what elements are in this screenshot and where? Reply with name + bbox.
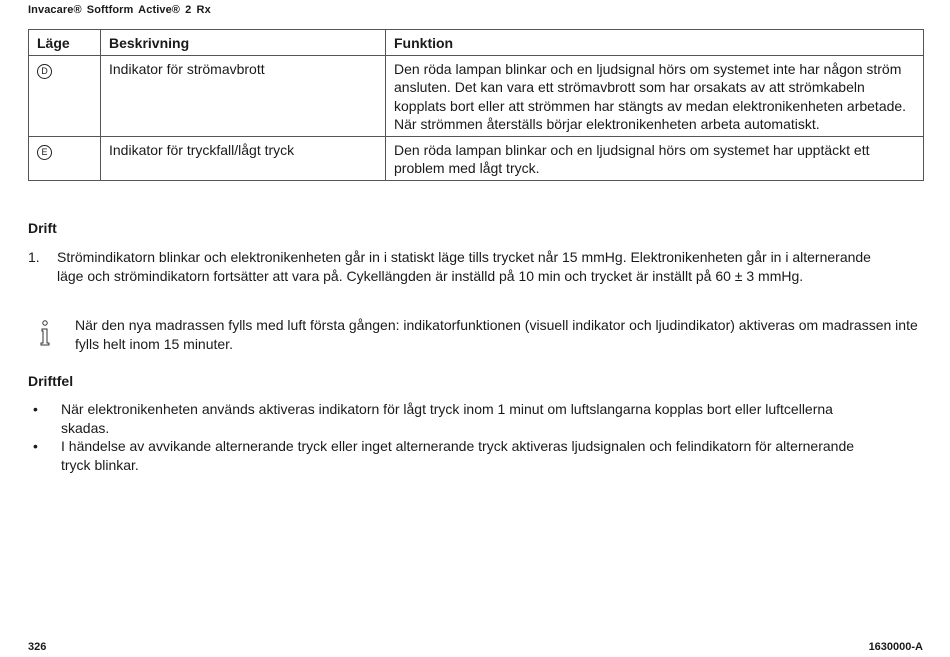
column-header-mode: Läge bbox=[29, 30, 101, 56]
list-item bbox=[28, 437, 878, 474]
driftfel-heading: Driftfel bbox=[28, 373, 74, 389]
note-text: När den nya madrassen fylls med luft första gången: indikatorfunktionen (visuell indikator och ljudindikator) aktiveras om madrassen inte fylls helt inom 15 minuter. bbox=[75, 317, 918, 352]
bullet-list bbox=[28, 400, 878, 474]
info-icon bbox=[38, 320, 52, 346]
description-cell: Indikator för strömavbrott bbox=[101, 56, 386, 137]
function-cell: Den röda lampan blinkar och en ljudsignal hörs om systemet inte har någon ström ansluten. Det kan vara ett strömavbrott som har orsakats av att strömkabeln kopplats bort eller att strömmen har stängts av medan elektronikenheten arbetade. När strömmen återställs börjar elektronikenheten arbeta automatiskt. bbox=[386, 56, 924, 137]
mode-d-symbol: D bbox=[37, 64, 52, 79]
mode-cell bbox=[29, 56, 101, 137]
bullet-dot: • bbox=[33, 438, 38, 454]
document-number: 1630000-A bbox=[868, 641, 923, 653]
numbered-step bbox=[28, 248, 898, 285]
description-cell: Indikator för tryckfall/lågt tryck bbox=[101, 137, 386, 181]
list-item-text: När elektronikenheten används aktiveras indikatorn för lågt tryck inom 1 minut om luftslangarna kopplas bort eller luftcellerna skadas. bbox=[61, 401, 833, 436]
mode-cell bbox=[29, 137, 101, 181]
list-item-text: I händelse av avvikande alternerande tryck eller inget alternerande tryck aktiveras ljudsignalen och felindikatorn för alternerande tryck blinkar. bbox=[61, 438, 855, 473]
mode-table bbox=[28, 29, 924, 181]
mode-e-symbol: E bbox=[37, 145, 52, 160]
column-header-function: Funktion bbox=[386, 30, 924, 56]
table-row bbox=[29, 137, 924, 181]
column-header-description: Beskrivning bbox=[101, 30, 386, 56]
bullet-dot: • bbox=[33, 401, 38, 417]
list-item bbox=[28, 400, 878, 437]
page-number: 326 bbox=[28, 641, 47, 653]
info-note bbox=[38, 316, 918, 353]
table-header-row bbox=[29, 30, 924, 56]
table-row bbox=[29, 56, 924, 137]
running-header: Invacare® Softform Active® 2 Rx bbox=[28, 4, 211, 16]
function-cell: Den röda lampan blinkar och en ljudsignal hörs om systemet har upptäckt ett problem med lågt tryck. bbox=[386, 137, 924, 181]
step-number: 1. bbox=[28, 249, 40, 265]
step-text: Strömindikatorn blinkar och elektronikenheten går in i statiskt läge tills trycket når 15 mmHg. Elektronikenheten går in i alternerande läge och strömindikatorn fortsätter att vara på. Cykellängden är inställd på 10 min och trycket är inställt på 60 ± 3 mmHg. bbox=[57, 249, 871, 284]
drift-heading: Drift bbox=[28, 220, 57, 236]
